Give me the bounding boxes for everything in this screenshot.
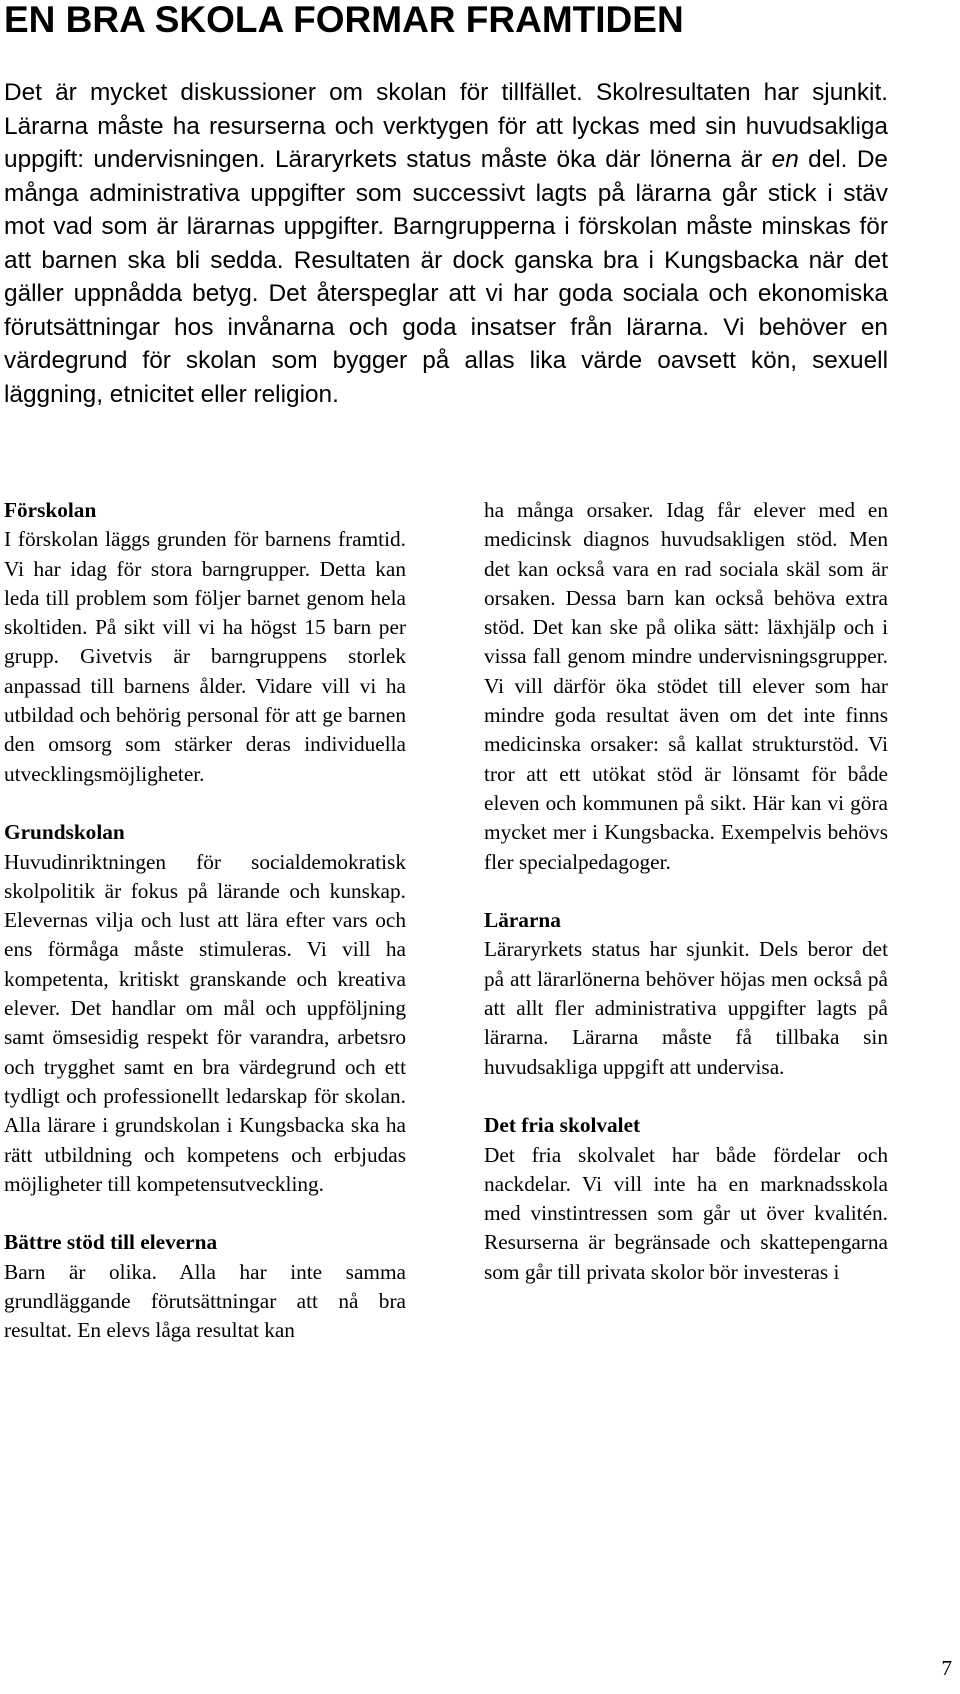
section-heading-lararna: Lärarna bbox=[484, 908, 561, 933]
section-fria-skolvalet bbox=[484, 1111, 888, 1287]
section-heading-grundskolan: Grundskolan bbox=[4, 820, 125, 845]
section-heading-battre-stod: Bättre stöd till eleverna bbox=[4, 1230, 218, 1255]
section-body-battre-stod: Barn är olika. Alla har inte samma grundläggande förutsättningar att nå bra resultat. En elevs låga resultat kan bbox=[4, 1259, 406, 1343]
intro-emphasis: en bbox=[771, 146, 799, 173]
section-body-fria-skolvalet: Det fria skolvalet har både fördelar och nackdelar. Vi vill inte ha en marknadsskola med vinstintressen som går ut över kvalitén. Resurserna är begränsade och skattepengarna som går till privata skolor bör investeras i bbox=[484, 1142, 888, 1284]
section-battre-stod bbox=[4, 1228, 406, 1345]
section-lararna bbox=[484, 906, 888, 1082]
section-heading-forskolan: Förskolan bbox=[4, 498, 97, 522]
right-column bbox=[484, 496, 888, 1316]
section-grundskolan bbox=[4, 818, 406, 1199]
section-body-battre-stod-continued: ha många orsaker. Idag får elever med en medicinsk diagnos huvudsakligen stöd. Men det kan också vara en rad sociala skäl som är orsaken. Dessa barn kan också behöva extra stöd. Det kan ske på olika sätt: läxhjälp och i vissa fall genom mindre undervisningsgrupper. Vi vill därför öka stödet till elever som har mindre goda resultat även om det inte finns medicinska orsaker: så kallat strukturstöd. Vi tror att ett utökat stöd är lönsamt för både eleven och kommunen på sikt. Här kan vi göra mycket mer i Kungsbacka. Exempelvis behövs fler specialpedagoger. bbox=[484, 498, 888, 874]
section-heading-fria-skolvalet: Det fria skolvalet bbox=[484, 1113, 641, 1138]
section-body-lararna: Läraryrkets status har sjunkit. Dels beror det på att lärarlönerna behöver höjas men också på att allt fler administrativa uppgifter lagts på lärarna. Lärarna måste få tillbaka sin huvudsakliga uppgift att undervisa. bbox=[484, 937, 888, 1079]
left-column bbox=[4, 496, 406, 1375]
intro-paragraph bbox=[4, 76, 888, 411]
page-number: 7 bbox=[941, 1656, 952, 1680]
section-body-grundskolan: Huvudinriktningen för socialdemokratisk skolpolitik är fokus på lärande och kunskap. Elevernas vilja och lust att lära efter vars och ens förmåga måste stimuleras. Vi vill ha kompetenta, kritiskt granskande och kreativa elever. Det handlar om mål och uppföljning samt ömsesidig respekt för varandra, arbetsro och trygghet samt en bra värdegrund och ett tydligt och professionellt ledarskap för skolan. Alla lärare i grundskolan i Kungsbacka ska ha rätt utbildning och kompetens och erbjudas möjligheter till kompetensutveckling. bbox=[4, 849, 406, 1196]
section-forskolan bbox=[4, 496, 406, 789]
section-battre-stod-continued bbox=[484, 496, 888, 877]
intro-text-part-1: Det är mycket diskussioner om skolan för tillfället. Skolresultaten har sjunkit. Lärarna måste ha resurserna och verktygen för att lyckas med sin huvudsakliga uppgift: undervisningen. Läraryrkets status måste öka där lönerna är bbox=[4, 79, 888, 173]
page-title: EN BRA SKOLA FORMAR FRAMTIDEN bbox=[4, 0, 684, 40]
intro-text-part-2: del. De många administrativa uppgifter som successivt lagts på lärarna går stick i stäv mot vad som är lärarnas uppgifter. Barngrupperna i förskolan måste minskas för att barnen ska bli sedda. Resultaten är dock ganska bra i Kungsbacka när det gäller uppnådda betyg. Det återspeglar att vi har goda sociala och ekonomiska förutsättningar hos invånarna och goda insatser från lärarna. Vi behöver en värdegrund för skolan som bygger på allas lika värde oavsett kön, sexuell läggning, etnicitet eller religion. bbox=[4, 146, 888, 408]
section-body-forskolan: I förskolan läggs grunden för barnens framtid. Vi har idag för stora barngrupper. Detta kan leda till problem som följer barnet genom hela skoltiden. På sikt vill vi ha högst 15 barn per grupp. Givetvis är barngruppens storlek anpassad till barnens ålder. Vidare vill vi ha utbildad och behörig personal för att ge barnen den omsorg som stärker deras individuella utvecklingsmöjligheter. bbox=[4, 527, 406, 786]
